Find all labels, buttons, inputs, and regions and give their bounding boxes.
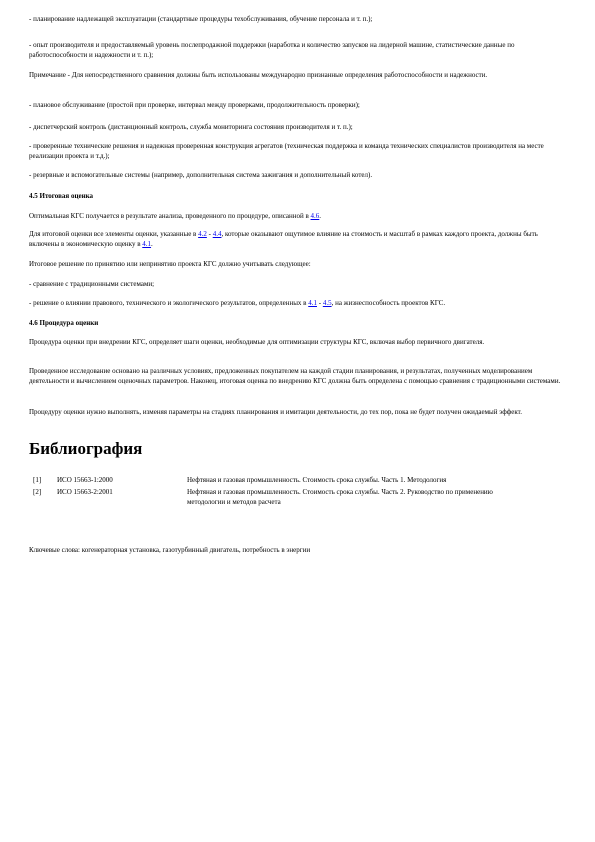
paragraph-iterate-parameters: Процедуру оценки нужно выполнять, изменяя параметры на стадиях планирования и имитации деятельности, до тех пор, пока не будет получен ожидаемый эффект. [29,408,522,416]
bibliography-item-number: [1] [33,476,42,484]
bibliography-item-standard: ИСО 15663-1:2000 [57,476,113,484]
paragraph-procedure-steps: Процедура оценки при внедрении КГС, определяет шаги оценки, необходимые для оптимизации структуры КГС, включая выбор первичного двигателя. [29,338,485,346]
link-4-5[interactable]: 4.5 [322,299,332,307]
list-item-dispatch-control: - диспетчерский контроль (дистанционный контроль, служба мониторинга состояния производителя и т. п.); [29,123,353,131]
link-4-1-b[interactable]: 4.1 [308,299,317,307]
list-item-backup-systems: - резервные и вспомогательные системы (например, дополнительная система зажигания и дополнительный котел). [29,171,373,179]
list-item-proven-solutions: - проверенные технические решения и надежная проверенная конструкция агрегатов (техническая поддержка и команда технических специалистов производителя на месте реализации проекта и т.д.); [29,142,544,160]
bibliography-item-title: Нефтяная и газовая промышленность. Стоимость срока службы. Часть 1. Методология [187,476,447,484]
section-heading-final-evaluation: 4.5 Итоговая оценка [29,192,94,200]
paragraph-optimal-kgs: Оптимальная КГС получается в результате анализа, проведенного по процедуре, описанной в 4.6. [29,212,322,220]
bibliography-item-standard: ИСО 15663-2:2001 [57,488,113,496]
bibliography-item-number: [2] [33,488,42,496]
list-item-planning: - планирование надлежащей эксплуатации (стандартные процедуры техобслуживания, обучение персонала и т. п.); [29,15,373,23]
paragraph-final-decision: Итоговое решение по принятию или непринятию проекта КГС должно учитывать следующее: [29,260,311,268]
link-4-6[interactable]: 4.6 [310,212,320,220]
section-heading-evaluation-procedure: 4.6 Процедура оценки [29,319,99,327]
bibliography-title: Библиография [29,439,143,458]
list-item-manufacturer-experience: - опыт производителя и предоставляемый уровень послепродажной поддержки (наработка и количество запусков на лидерной машине, статистические данные по работоспособности и надежности и т. п.); [29,41,515,59]
keywords: Ключевые слова: когенераторная установка, газотурбинный двигатель, потребность в энергии [29,546,311,554]
paragraph-final-evaluation-elements: Для итоговой оценки все элементы оценки, указанные в 4.2 - 4.4, которые оказывают ощутимое влияние на стоимость и масштаб в рамках каждого проекта, должны быть включены в экономическую оценку в 4.1. [29,230,538,248]
list-item-scheduled-maintenance: - плановое обслуживание (простой при проверке, интервал между проверками, продолжительность проверки); [29,101,360,109]
paragraph-research-conditions: Проведенное исследование основано на различных условиях, предложенных покупателем на каждой стадии планирования, и результатах, полученных моделированием деятельности и вычислением оценочных параметров. Наконец, итоговая оценка по внедрению КГС должна быть определена с помощью сравнения с традиционными системами. [29,367,561,385]
link-4-4[interactable]: 4.4 [212,230,222,238]
note-paragraph: Примечание - Для непосредственного сравнения должны быть использованы международно признанные определения работоспособности и надежности. [29,71,488,79]
link-4-2[interactable]: 4.2 [198,230,207,238]
link-4-1[interactable]: 4.1 [142,240,152,248]
bibliography-item-title: Нефтяная и газовая промышленность. Стоимость срока службы. Часть 2. Руководство по применению методологии и методов расчета [187,488,493,506]
list-item-comparison: - сравнение с традиционными системами; [29,280,155,288]
list-item-decision-influence: - решение о влиянии правового, технического и экологического результатов, определенных в 4.1 - 4.5, на жизнеспособность проектов КГС. [29,299,446,307]
